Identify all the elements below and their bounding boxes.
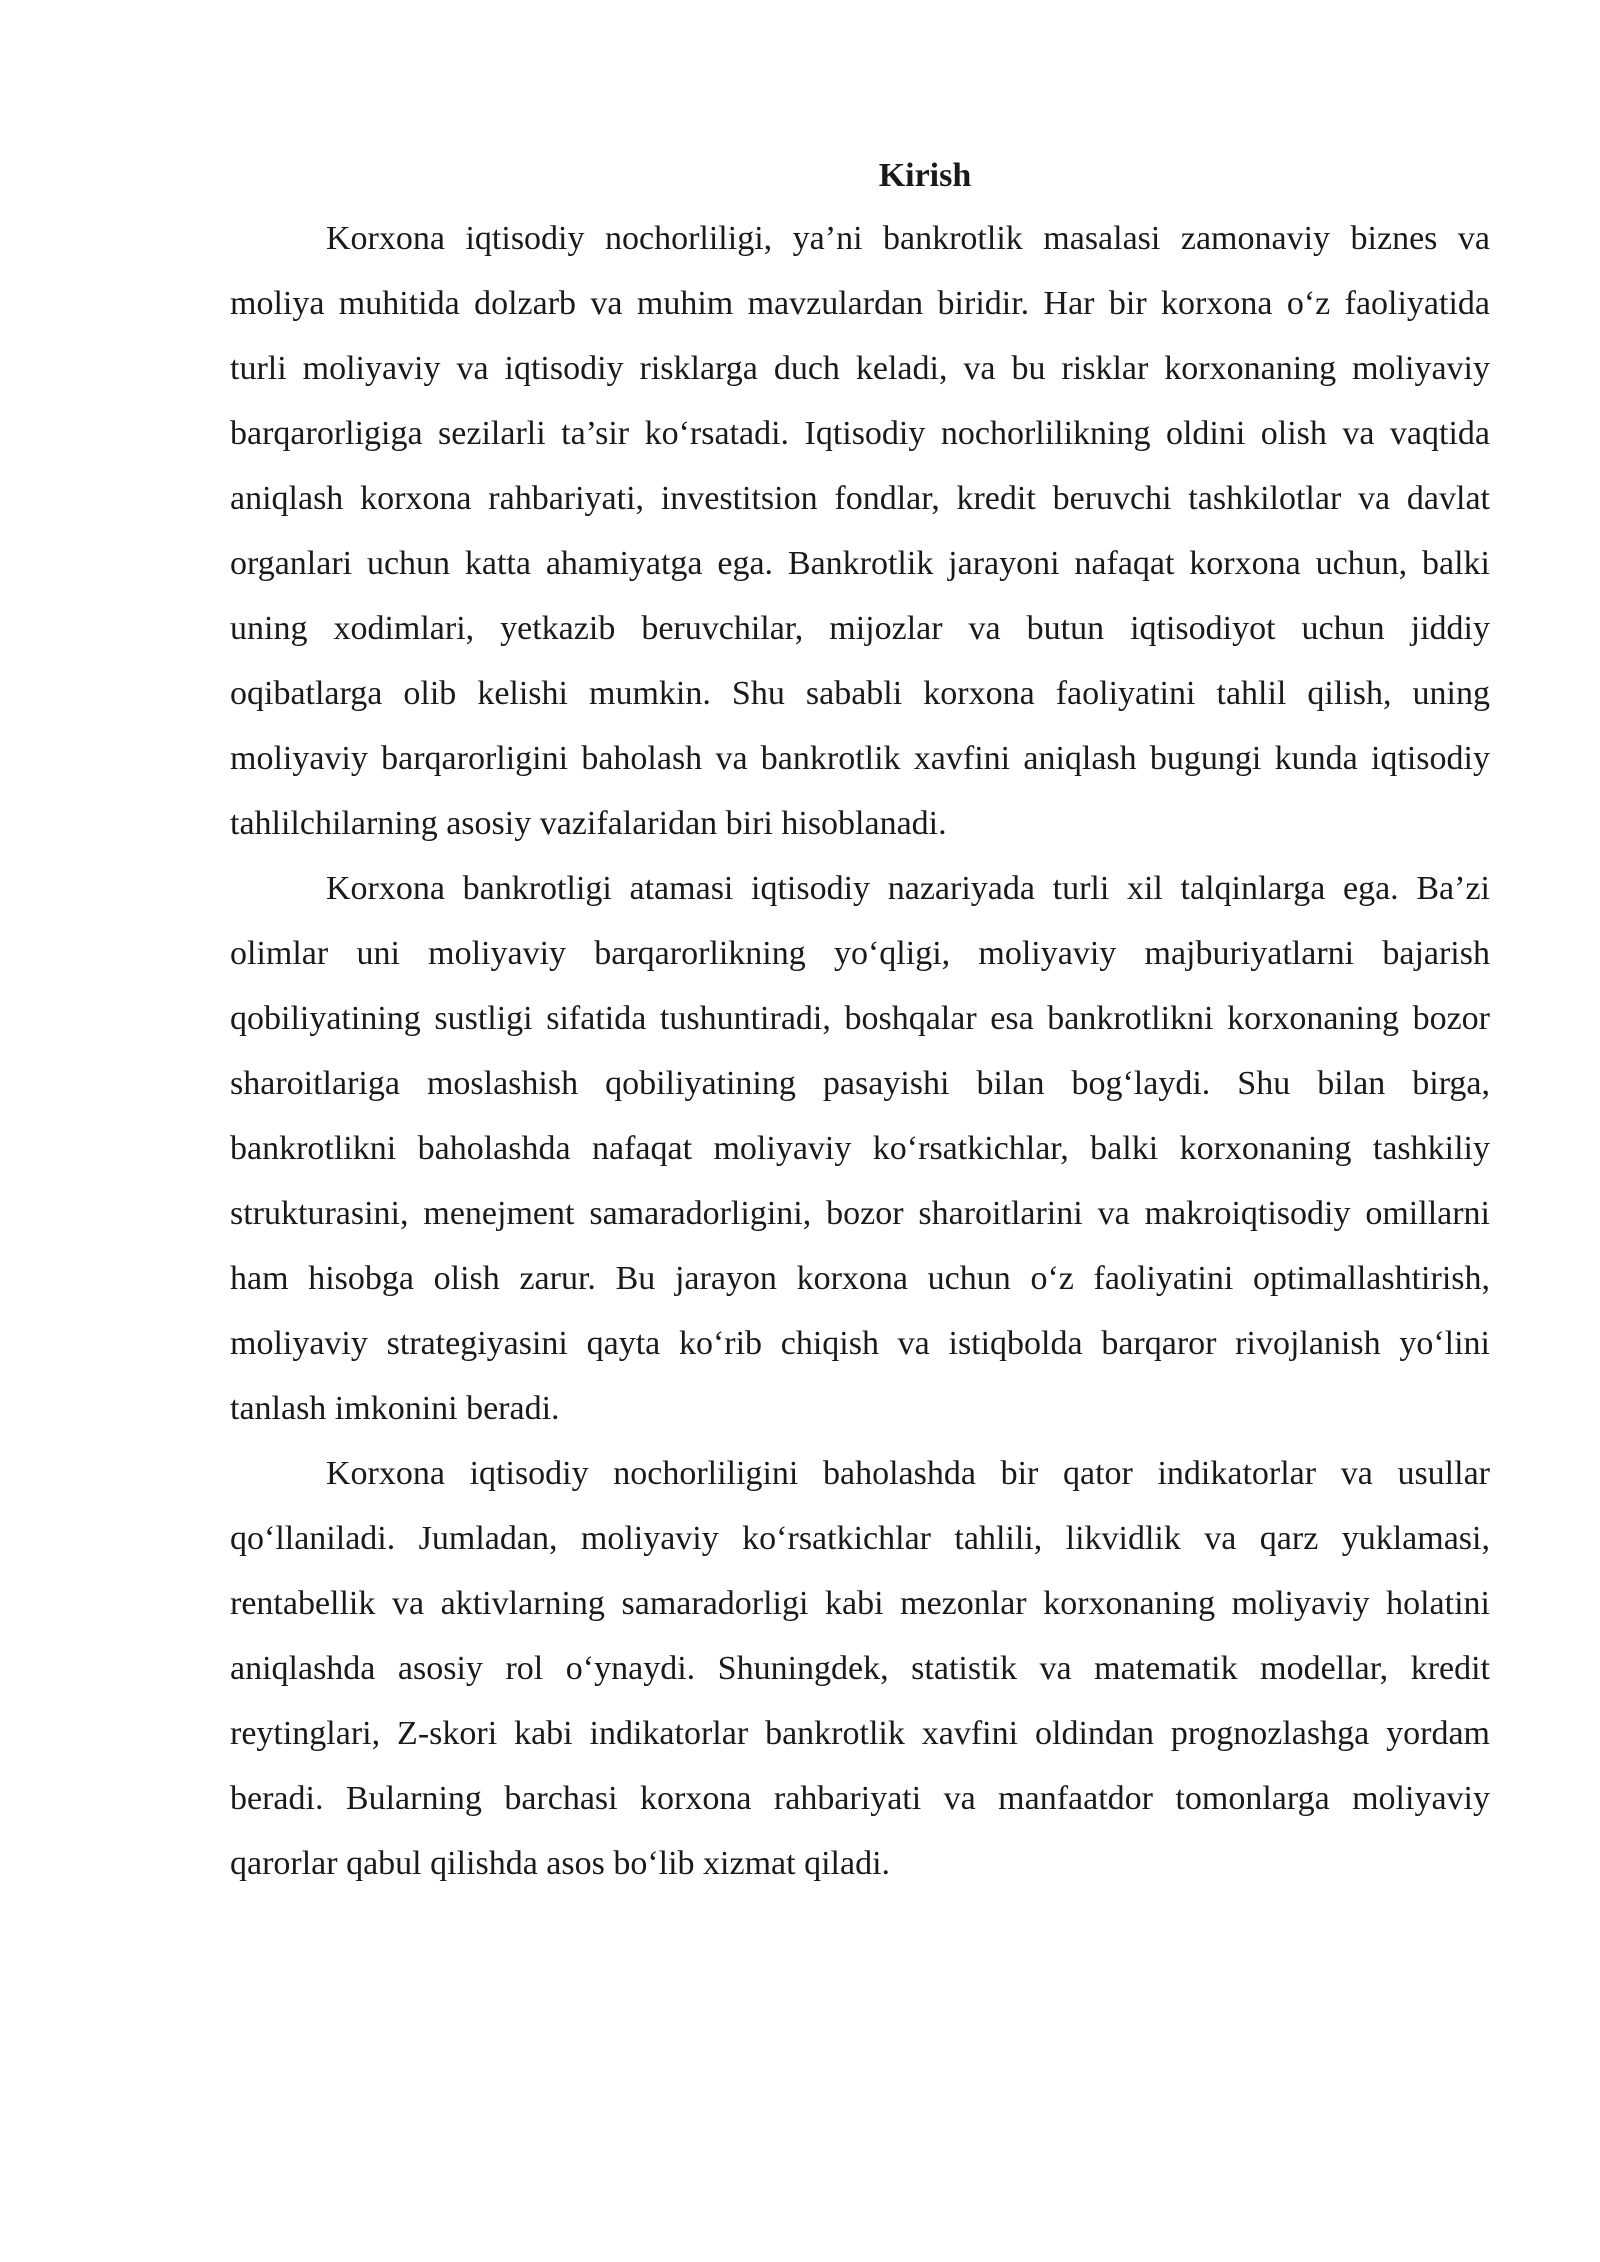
paragraph-1: Korxona iqtisodiy nochorliligi, ya’ni bankrotlik masalasi zamonaviy biznes va moliya muhitida dolzarb va muhim mavzulardan biridir. Har bir korxona o‘z faoliyatida turli moliyaviy va iqtisodiy risklarga duch keladi, va bu risklar korxonaning moliyaviy barqarorligiga sezilarli ta’sir ko‘rsatadi. Iqtisodiy nochorlilikning oldini olish va vaqtida aniqlash korxona rahbariyati, investitsion fondlar, kredit beruvchi tashkilotlar va davlat organlari uchun katta ahamiyatga ega. Bankrotlik jarayoni nafaqat korxona uchun, balki uning xodimlari, yetkazib beruvchilar, mijozlar va butun iqtisodiyot uchun jiddiy oqibatlarga olib kelishi mumkin. Shu sababli korxona faoliyatini tahlil qilish, uning moliyaviy barqarorligini baholash va bankrotlik xavfini aniqlash bugungi kunda iqtisodiy tahlilchilarning asosiy vazifalaridan biri hisoblanadi. xyxy=(230,220,1490,842)
paragraph-3: Korxona iqtisodiy nochorliligini baholashda bir qator indikatorlar va usullar qo‘llaniladi. Jumladan, moliyaviy ko‘rsatkichlar tahlili, likvidlik va qarz yuklamasi, rentabellik va aktivlarning samaradorligi kabi mezonlar korxonaning moliyaviy holatini aniqlashda asosiy rol o‘ynaydi. Shuningdek, statistik va matematik modellar, kredit reytinglari, Z-skori kabi indikatorlar bankrotlik xavfini oldindan prognozlashga yordam beradi. Bularning barchasi korxona rahbariyati va manfaatdor tomonlarga moliyaviy qarorlar qabul qilishda asos bo‘lib xizmat qiladi. xyxy=(230,1455,1490,1882)
paragraph-2: Korxona bankrotligi atamasi iqtisodiy nazariyada turli xil talqinlarga ega. Ba’zi olimlar uni moliyaviy barqarorlikning yo‘qligi, moliyaviy majburiyatlarni bajarish qobiliyatining sustligi sifatida tushuntiradi, boshqalar esa bankrotlikni korxonaning bozor sharoitlariga moslashish qobiliyatining pasayishi bilan bog‘laydi. Shu bilan birga, bankrotlikni baholashda nafaqat moliyaviy ko‘rsatkichlar, balki korxonaning tashkiliy strukturasini, menejment samaradorligini, bozor sharoitlarini va makroiqtisodiy omillarni ham hisobga olish zarur. Bu jarayon korxona uchun o‘z faoliyatini optimallashtirish, moliyaviy strategiyasini qayta ko‘rib chiqish va istiqbolda barqaror rivojlanish yo‘lini tanlash imkonini beradi. xyxy=(230,870,1490,1427)
document-body xyxy=(230,148,1490,1896)
section-title: Kirish xyxy=(878,157,972,194)
